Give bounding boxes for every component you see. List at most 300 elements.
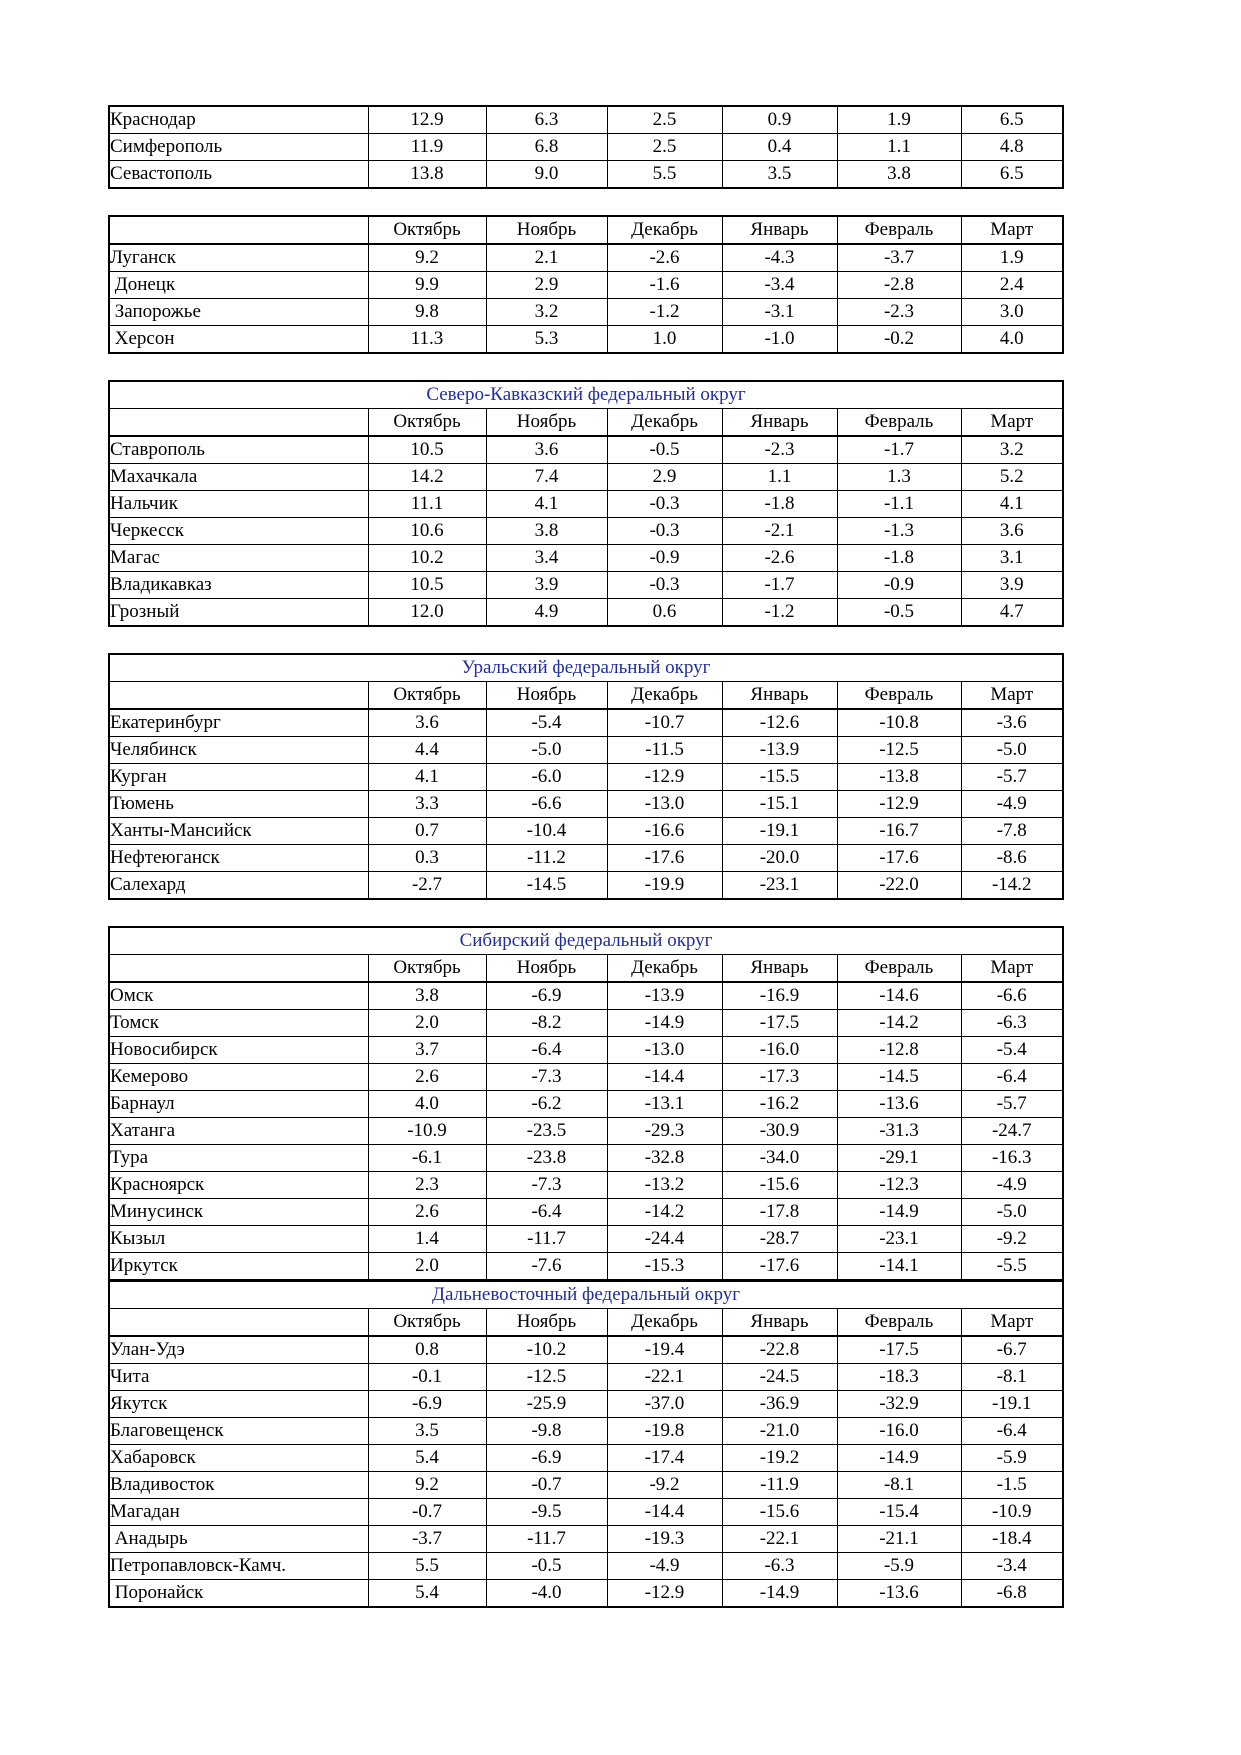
value-cell: -13.9 [607,982,722,1010]
value-cell: -16.0 [722,1037,837,1064]
city-cell: Челябинск [109,737,368,764]
table-row [109,326,1063,354]
value-cell: 4.4 [368,737,486,764]
value-cell: -17.4 [607,1445,722,1472]
value-cell: -13.9 [722,737,837,764]
table-row [109,1472,1063,1499]
value-cell: -7.8 [961,818,1063,845]
value-cell: 1.9 [837,106,961,134]
value-cell: -7.3 [486,1064,607,1091]
value-cell: -17.8 [722,1199,837,1226]
city-cell: Улан-Удэ [109,1336,368,1364]
value-cell: -15.6 [722,1499,837,1526]
value-cell: 2.4 [961,272,1063,299]
value-cell: 0.4 [722,134,837,161]
value-cell: -6.9 [368,1391,486,1418]
value-cell: 0.8 [368,1336,486,1364]
value-cell: -14.9 [837,1445,961,1472]
value-cell: -15.5 [722,764,837,791]
value-cell: 4.1 [961,491,1063,518]
table-row [109,436,1063,464]
value-cell: -6.9 [486,982,607,1010]
value-cell: 4.0 [368,1091,486,1118]
city-cell: Чита [109,1364,368,1391]
city-cell: Салехард [109,872,368,900]
value-cell: -6.4 [486,1199,607,1226]
value-cell: -12.6 [722,709,837,737]
value-cell: -19.8 [607,1418,722,1445]
value-cell: -23.8 [486,1145,607,1172]
table-row [109,464,1063,491]
value-cell: -16.7 [837,818,961,845]
value-cell: -29.3 [607,1118,722,1145]
value-cell: -32.9 [837,1391,961,1418]
value-cell: -10.9 [961,1499,1063,1526]
month-header-cell: Декабрь [607,409,722,437]
month-header-row [109,682,1063,710]
month-header-cell: Февраль [837,216,961,244]
value-cell: 3.4 [486,545,607,572]
value-cell: -3.1 [722,299,837,326]
month-header-cell: Март [961,1309,1063,1337]
value-cell: -2.8 [837,272,961,299]
month-header-cell: Март [961,682,1063,710]
value-cell: -9.2 [961,1226,1063,1253]
month-header-cell: Февраль [837,682,961,710]
value-cell: 2.5 [607,134,722,161]
value-cell: -6.8 [961,1580,1063,1608]
value-cell: -16.2 [722,1091,837,1118]
month-header-cell: Февраль [837,955,961,983]
value-cell: -10.2 [486,1336,607,1364]
value-cell: 0.3 [368,845,486,872]
value-cell: -0.5 [486,1553,607,1580]
value-cell: 5.5 [607,161,722,189]
value-cell: -20.0 [722,845,837,872]
value-cell: 10.5 [368,436,486,464]
table-siberia-fareast [108,926,1064,1608]
table-row [109,1499,1063,1526]
value-cell: -0.1 [368,1364,486,1391]
table-row [109,545,1063,572]
value-cell: -4.9 [961,1172,1063,1199]
value-cell: -14.6 [837,982,961,1010]
value-cell: -6.3 [961,1010,1063,1037]
value-cell: -0.9 [837,572,961,599]
empty-corner-cell [109,1309,368,1337]
table-row [109,1010,1063,1037]
value-cell: 0.9 [722,106,837,134]
city-cell: Херсон [109,326,368,354]
value-cell: -10.8 [837,709,961,737]
table-row [109,1418,1063,1445]
value-cell: -2.6 [607,244,722,272]
value-cell: 9.2 [368,1472,486,1499]
value-cell: -4.9 [961,791,1063,818]
value-cell: -6.9 [486,1445,607,1472]
empty-corner-cell [109,682,368,710]
value-cell: -24.5 [722,1364,837,1391]
value-cell: -17.5 [837,1336,961,1364]
value-cell: 3.2 [486,299,607,326]
value-cell: 3.5 [368,1418,486,1445]
empty-corner-cell [109,955,368,983]
value-cell: -36.9 [722,1391,837,1418]
month-header-cell: Декабрь [607,1309,722,1337]
value-cell: -3.4 [722,272,837,299]
city-cell: Хабаровск [109,1445,368,1472]
value-cell: -17.6 [837,845,961,872]
table-row [109,106,1063,134]
value-cell: -22.1 [722,1526,837,1553]
value-cell: -6.0 [486,764,607,791]
value-cell: -29.1 [837,1145,961,1172]
value-cell: -19.1 [722,818,837,845]
value-cell: 1.3 [837,464,961,491]
value-cell: 3.7 [368,1037,486,1064]
value-cell: 3.8 [368,982,486,1010]
value-cell: -5.0 [961,1199,1063,1226]
table-row [109,1364,1063,1391]
value-cell: -2.6 [722,545,837,572]
district-title: Сибирский федеральный округ [109,927,1063,955]
table-row [109,1037,1063,1064]
empty-corner-cell [109,409,368,437]
value-cell: -17.6 [607,845,722,872]
value-cell: -6.7 [961,1336,1063,1364]
value-cell: 0.7 [368,818,486,845]
table-row [109,982,1063,1010]
table-row [109,1580,1063,1608]
city-cell: Курган [109,764,368,791]
value-cell: -2.1 [722,518,837,545]
value-cell: 3.6 [368,709,486,737]
value-cell: -13.6 [837,1091,961,1118]
value-cell: 9.8 [368,299,486,326]
month-header-cell: Ноябрь [486,216,607,244]
value-cell: 4.0 [961,326,1063,354]
value-cell: -1.7 [837,436,961,464]
city-cell: Хатанга [109,1118,368,1145]
value-cell: 7.4 [486,464,607,491]
value-cell: -12.5 [837,737,961,764]
city-cell: Тура [109,1145,368,1172]
empty-corner-cell [109,216,368,244]
value-cell: -0.2 [837,326,961,354]
value-cell: -6.4 [961,1064,1063,1091]
value-cell: 1.1 [837,134,961,161]
value-cell: -34.0 [722,1145,837,1172]
city-cell: Магас [109,545,368,572]
month-header-cell: Октябрь [368,682,486,710]
month-header-cell: Октябрь [368,216,486,244]
value-cell: -6.3 [722,1553,837,1580]
city-cell: Грозный [109,599,368,627]
value-cell: -1.2 [607,299,722,326]
value-cell: -15.3 [607,1253,722,1281]
city-cell: Анадырь [109,1526,368,1553]
value-cell: -14.2 [607,1199,722,1226]
value-cell: 12.0 [368,599,486,627]
table-row [109,791,1063,818]
month-header-cell: Ноябрь [486,409,607,437]
value-cell: -6.2 [486,1091,607,1118]
month-header-cell: Январь [722,955,837,983]
value-cell: -5.7 [961,1091,1063,1118]
value-cell: 11.3 [368,326,486,354]
value-cell: -8.1 [961,1364,1063,1391]
value-cell: -21.0 [722,1418,837,1445]
month-header-cell: Февраль [837,1309,961,1337]
value-cell: -18.4 [961,1526,1063,1553]
value-cell: 3.5 [722,161,837,189]
value-cell: -28.7 [722,1226,837,1253]
value-cell: -13.1 [607,1091,722,1118]
value-cell: 3.9 [486,572,607,599]
table-row [109,518,1063,545]
value-cell: 3.6 [961,518,1063,545]
value-cell: 12.9 [368,106,486,134]
value-cell: 2.0 [368,1253,486,1281]
table-row [109,1172,1063,1199]
value-cell: -18.3 [837,1364,961,1391]
table-row [109,134,1063,161]
value-cell: 4.8 [961,134,1063,161]
value-cell: -0.7 [368,1499,486,1526]
value-cell: -9.5 [486,1499,607,1526]
value-cell: -1.6 [607,272,722,299]
value-cell: -22.0 [837,872,961,900]
value-cell: 4.9 [486,599,607,627]
table-row [109,299,1063,326]
month-header-row [109,1309,1063,1337]
month-header-cell: Ноябрь [486,955,607,983]
value-cell: -0.3 [607,491,722,518]
district-title: Уральский федеральный округ [109,654,1063,682]
table-row [109,737,1063,764]
value-cell: 3.1 [961,545,1063,572]
month-header-row [109,955,1063,983]
value-cell: -1.0 [722,326,837,354]
value-cell: -1.8 [722,491,837,518]
table-continuation [108,105,1064,189]
value-cell: -7.3 [486,1172,607,1199]
city-cell: Владикавказ [109,572,368,599]
table-row [109,1064,1063,1091]
month-header-cell: Декабрь [607,682,722,710]
month-header-cell: Октябрь [368,1309,486,1337]
value-cell: -24.4 [607,1226,722,1253]
value-cell: -11.5 [607,737,722,764]
value-cell: -23.1 [722,872,837,900]
value-cell: 2.9 [486,272,607,299]
month-header-row [109,409,1063,437]
value-cell: 14.2 [368,464,486,491]
city-cell: Махачкала [109,464,368,491]
value-cell: -15.4 [837,1499,961,1526]
city-cell: Поронайск [109,1580,368,1608]
table-north-caucasus [108,380,1064,627]
value-cell: 3.8 [837,161,961,189]
value-cell: -5.4 [486,709,607,737]
value-cell: -17.6 [722,1253,837,1281]
value-cell: -12.3 [837,1172,961,1199]
table-row [109,1118,1063,1145]
value-cell: -3.7 [368,1526,486,1553]
value-cell: -10.9 [368,1118,486,1145]
value-cell: 13.8 [368,161,486,189]
value-cell: -22.1 [607,1364,722,1391]
value-cell: 5.2 [961,464,1063,491]
value-cell: 3.3 [368,791,486,818]
table-row [109,845,1063,872]
month-header-cell: Декабрь [607,216,722,244]
value-cell: 10.2 [368,545,486,572]
value-cell: -6.6 [961,982,1063,1010]
month-header-cell: Март [961,216,1063,244]
value-cell: -2.3 [722,436,837,464]
value-cell: -15.1 [722,791,837,818]
value-cell: 2.6 [368,1199,486,1226]
table-row [109,1226,1063,1253]
value-cell: -1.7 [722,572,837,599]
value-cell: 3.8 [486,518,607,545]
district-title: Дальневосточный федеральный округ [109,1281,1063,1309]
value-cell: 1.1 [722,464,837,491]
city-cell: Красноярск [109,1172,368,1199]
value-cell: -10.4 [486,818,607,845]
value-cell: -12.9 [837,791,961,818]
table-row [109,1336,1063,1364]
month-header-cell: Январь [722,216,837,244]
value-cell: -14.9 [722,1580,837,1608]
value-cell: 2.0 [368,1010,486,1037]
city-cell: Симферополь [109,134,368,161]
table-row [109,1145,1063,1172]
value-cell: -5.9 [837,1553,961,1580]
value-cell: -25.9 [486,1391,607,1418]
city-cell: Якутск [109,1391,368,1418]
month-header-cell: Декабрь [607,955,722,983]
value-cell: -0.7 [486,1472,607,1499]
month-header-cell: Январь [722,409,837,437]
city-cell: Кемерово [109,1064,368,1091]
value-cell: 1.4 [368,1226,486,1253]
value-cell: -13.0 [607,1037,722,1064]
value-cell: -14.9 [607,1010,722,1037]
district-title-row [109,654,1063,682]
table-row [109,1253,1063,1281]
value-cell: -0.5 [837,599,961,627]
value-cell: 2.3 [368,1172,486,1199]
value-cell: -19.2 [722,1445,837,1472]
value-cell: -15.6 [722,1172,837,1199]
city-cell: Екатеринбург [109,709,368,737]
value-cell: 9.2 [368,244,486,272]
value-cell: -4.3 [722,244,837,272]
value-cell: -14.5 [837,1064,961,1091]
value-cell: 6.8 [486,134,607,161]
value-cell: -4.9 [607,1553,722,1580]
table-row [109,1553,1063,1580]
city-cell: Ханты-Мансийск [109,818,368,845]
table-row [109,272,1063,299]
value-cell: -8.1 [837,1472,961,1499]
value-cell: -12.9 [607,1580,722,1608]
table-row [109,1091,1063,1118]
value-cell: 9.0 [486,161,607,189]
value-cell: -1.5 [961,1472,1063,1499]
value-cell: -19.4 [607,1336,722,1364]
value-cell: -14.4 [607,1499,722,1526]
city-cell: Краснодар [109,106,368,134]
value-cell: -1.2 [722,599,837,627]
value-cell: -10.7 [607,709,722,737]
value-cell: 1.0 [607,326,722,354]
table-row [109,764,1063,791]
table-row [109,709,1063,737]
city-cell: Донецк [109,272,368,299]
city-cell: Омск [109,982,368,1010]
city-cell: Барнаул [109,1091,368,1118]
value-cell: -5.0 [961,737,1063,764]
table-row [109,161,1063,189]
value-cell: -30.9 [722,1118,837,1145]
value-cell: -3.7 [837,244,961,272]
value-cell: -11.2 [486,845,607,872]
value-cell: 0.6 [607,599,722,627]
value-cell: -7.6 [486,1253,607,1281]
value-cell: -16.0 [837,1418,961,1445]
value-cell: -5.4 [961,1037,1063,1064]
value-cell: -14.4 [607,1064,722,1091]
district-title-row [109,1281,1063,1309]
table-row [109,572,1063,599]
district-title: Северо-Кавказский федеральный округ [109,381,1063,409]
value-cell: -37.0 [607,1391,722,1418]
value-cell: 10.6 [368,518,486,545]
value-cell: -17.5 [722,1010,837,1037]
city-cell: Новосибирск [109,1037,368,1064]
month-header-cell: Январь [722,682,837,710]
value-cell: -1.3 [837,518,961,545]
district-title-row [109,927,1063,955]
table-row [109,491,1063,518]
value-cell: 11.9 [368,134,486,161]
value-cell: -1.8 [837,545,961,572]
value-cell: -16.3 [961,1145,1063,1172]
value-cell: 5.4 [368,1445,486,1472]
table-row [109,244,1063,272]
table-row [109,1199,1063,1226]
value-cell: -0.3 [607,572,722,599]
value-cell: -32.8 [607,1145,722,1172]
value-cell: 5.3 [486,326,607,354]
city-cell: Запорожье [109,299,368,326]
value-cell: -5.7 [961,764,1063,791]
value-cell: -2.3 [837,299,961,326]
city-cell: Владивосток [109,1472,368,1499]
value-cell: -0.3 [607,518,722,545]
month-header-cell: Март [961,409,1063,437]
city-cell: Магадан [109,1499,368,1526]
value-cell: 4.1 [486,491,607,518]
value-cell: -23.1 [837,1226,961,1253]
month-header-cell: Октябрь [368,409,486,437]
city-cell: Черкесск [109,518,368,545]
value-cell: -9.8 [486,1418,607,1445]
value-cell: -2.7 [368,872,486,900]
